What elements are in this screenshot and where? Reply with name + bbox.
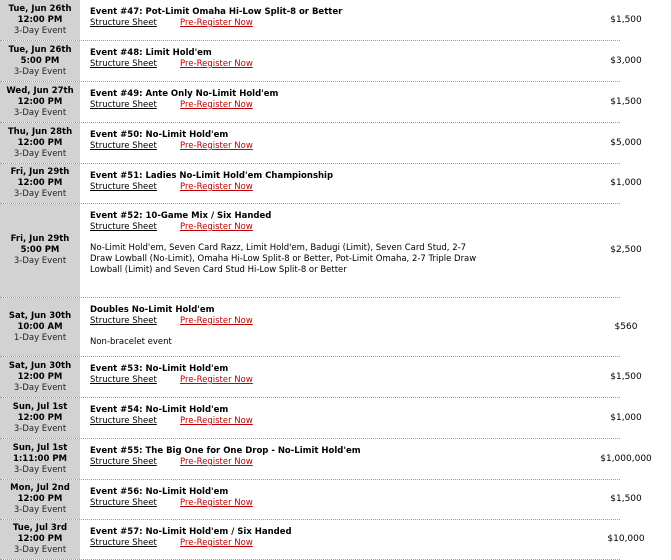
event-info [90, 527, 480, 549]
event-title: Event #51: Ladies No-Limit Hold'em Championship [90, 171, 334, 181]
event-title: Event #50: No-Limit Hold'em [90, 130, 229, 140]
event-title: Event #47: Pot-Limit Omaha Hi-Low Split-8 or Better [90, 7, 343, 17]
event-date-cell [0, 357, 81, 397]
event-time: 1:11:00 PM [12, 453, 68, 464]
event-info-cell [81, 480, 642, 519]
table-row [0, 480, 642, 520]
event-buyin: $1,000 [610, 413, 642, 423]
event-date: Tue, Jul 3rd [12, 523, 68, 533]
event-date-cell [0, 298, 81, 356]
event-info-cell [81, 164, 642, 203]
table-row [0, 439, 652, 480]
event-links [90, 538, 480, 549]
structure-sheet-link[interactable]: Structure Sheet [90, 538, 157, 548]
event-buyin: $1,500 [610, 15, 642, 25]
event-links [90, 182, 480, 193]
pre-register-link[interactable]: Pre-Register Now [180, 182, 253, 192]
event-time: 12:00 PM [17, 494, 63, 504]
event-date: Sat, Jun 30th [8, 310, 72, 321]
pre-register-link[interactable]: Pre-Register Now [180, 222, 253, 232]
event-info-cell [81, 123, 642, 163]
event-links [90, 416, 480, 427]
event-date: Sun, Jul 1st [12, 401, 68, 412]
event-info [90, 48, 480, 70]
pre-register-link[interactable]: Pre-Register Now [180, 18, 253, 28]
event-duration: 3-Day Event [13, 256, 67, 266]
pre-register-link[interactable]: Pre-Register Now [180, 141, 253, 151]
event-date-cell [0, 82, 81, 122]
event-date-cell [0, 204, 81, 297]
event-info [90, 405, 480, 427]
event-date-cell [0, 123, 81, 163]
pre-register-link[interactable]: Pre-Register Now [180, 375, 253, 385]
structure-sheet-link[interactable]: Structure Sheet [90, 498, 157, 508]
structure-sheet-link[interactable]: Structure Sheet [90, 375, 157, 385]
event-info [90, 305, 480, 348]
pre-register-link[interactable]: Pre-Register Now [180, 59, 253, 69]
pre-register-link[interactable]: Pre-Register Now [180, 498, 253, 508]
event-date: Sun, Jul 1st [12, 442, 68, 453]
event-date: Fri, Jun 29th [10, 234, 70, 244]
event-time: 12:00 PM [17, 96, 63, 107]
table-row [0, 204, 642, 298]
event-date-cell [0, 439, 81, 479]
event-time: 12:00 PM [17, 534, 63, 544]
event-links [90, 498, 480, 509]
table-row [0, 82, 642, 123]
event-links [90, 316, 480, 327]
table-row [0, 0, 642, 41]
event-title: Event #57: No-Limit Hold'em / Six Handed [90, 527, 292, 537]
event-buyin: $1,500 [610, 494, 642, 504]
event-buyin: $560 [614, 322, 638, 332]
table-row [0, 298, 638, 357]
event-title: Event #52: 10-Game Mix / Six Handed [90, 211, 272, 221]
event-buyin: $1,500 [610, 372, 642, 382]
event-info [90, 364, 480, 386]
event-duration: 1-Day Event [13, 332, 67, 343]
event-date-cell [0, 480, 81, 519]
structure-sheet-link[interactable]: Structure Sheet [90, 222, 157, 232]
event-info-cell [81, 398, 642, 438]
table-row [0, 123, 642, 164]
event-buyin: $2,500 [610, 245, 642, 255]
event-info [90, 446, 480, 468]
event-links [90, 18, 480, 29]
event-links [90, 59, 480, 70]
event-info [90, 211, 480, 276]
pre-register-link[interactable]: Pre-Register Now [180, 100, 253, 110]
structure-sheet-link[interactable]: Structure Sheet [90, 141, 157, 151]
structure-sheet-link[interactable]: Structure Sheet [90, 457, 157, 467]
event-info-cell [81, 0, 642, 40]
table-row [0, 520, 645, 560]
event-time: 12:00 PM [17, 371, 63, 382]
event-buyin: $10,000 [607, 534, 645, 544]
event-time: 5:00 PM [20, 245, 60, 255]
structure-sheet-link[interactable]: Structure Sheet [90, 316, 157, 326]
event-info-cell [81, 439, 652, 479]
event-links [90, 100, 480, 111]
event-title: Event #53: No-Limit Hold'em [90, 364, 229, 374]
event-date-cell [0, 398, 81, 438]
event-info-cell [81, 204, 642, 297]
event-info-cell [81, 357, 642, 397]
event-buyin: $3,000 [610, 56, 642, 66]
event-date: Wed, Jun 27th [6, 85, 74, 96]
structure-sheet-link[interactable]: Structure Sheet [90, 416, 157, 426]
event-duration: 3-Day Event [13, 25, 67, 36]
event-description: No-Limit Hold'em, Seven Card Razz, Limit Hold'em, Badugi (Limit), Seven Card Stud, 2-7 Draw Lowball (No-Limit), Omaha Hi-Low Split-8 or Better, Pot-Limit Omaha, 2-7 Triple Draw Lowball (Limit) and Seven Card Stud Hi-Low Split-8 or Better [90, 243, 477, 275]
event-time: 10:00 AM [17, 321, 63, 332]
event-duration: 3-Day Event [13, 545, 67, 555]
table-row [0, 41, 642, 82]
event-date-cell [0, 0, 81, 40]
event-duration: 3-Day Event [13, 382, 67, 393]
event-duration: 3-Day Event [13, 189, 67, 199]
structure-sheet-link[interactable]: Structure Sheet [90, 18, 157, 28]
structure-sheet-link[interactable]: Structure Sheet [90, 100, 157, 110]
structure-sheet-link[interactable]: Structure Sheet [90, 59, 157, 69]
event-info [90, 130, 480, 152]
event-time: 12:00 PM [17, 178, 63, 188]
event-buyin: $5,000 [610, 138, 642, 148]
event-date: Fri, Jun 29th [10, 167, 70, 177]
event-links [90, 375, 480, 386]
event-info-cell [81, 41, 642, 81]
event-title: Event #54: No-Limit Hold'em [90, 405, 229, 415]
event-date: Tue, Jun 26th [8, 44, 72, 55]
table-row [0, 164, 642, 204]
event-date: Sat, Jun 30th [8, 360, 72, 371]
event-info-cell [81, 298, 638, 356]
event-date: Thu, Jun 28th [7, 126, 73, 137]
event-buyin: $1,000,000 [600, 454, 652, 464]
event-date-cell [0, 520, 81, 559]
table-row [0, 398, 642, 439]
event-duration: 3-Day Event [13, 148, 67, 159]
event-date-cell [0, 41, 81, 81]
event-info-cell [81, 82, 642, 122]
event-title: Event #56: No-Limit Hold'em [90, 487, 229, 497]
event-links [90, 222, 480, 233]
event-links [90, 457, 480, 468]
pre-register-link[interactable]: Pre-Register Now [180, 457, 253, 467]
event-title: Event #49: Ante Only No-Limit Hold'em [90, 89, 279, 99]
event-info-cell [81, 520, 645, 559]
event-info [90, 487, 480, 509]
event-date-cell [0, 164, 81, 203]
event-note: Non-bracelet event [90, 337, 172, 347]
event-title: Doubles No-Limit Hold'em [90, 305, 215, 315]
event-links [90, 141, 480, 152]
pre-register-link[interactable]: Pre-Register Now [180, 416, 253, 426]
event-duration: 3-Day Event [13, 464, 67, 475]
pre-register-link[interactable]: Pre-Register Now [180, 316, 253, 326]
event-date: Tue, Jun 26th [8, 3, 72, 14]
event-title: Event #48: Limit Hold'em [90, 48, 212, 58]
event-time: 12:00 PM [17, 14, 63, 25]
event-time: 12:00 PM [17, 412, 63, 423]
event-title: Event #55: The Big One for One Drop - No-Limit Hold'em [90, 446, 361, 456]
table-row [0, 357, 642, 398]
event-time: 5:00 PM [20, 55, 60, 66]
event-time: 12:00 PM [17, 137, 63, 148]
event-buyin: $1,000 [610, 178, 642, 188]
event-buyin: $1,500 [610, 97, 642, 107]
event-duration: 3-Day Event [13, 423, 67, 434]
event-info [90, 171, 480, 193]
event-date: Mon, Jul 2nd [10, 483, 70, 493]
event-duration: 3-Day Event [13, 107, 67, 118]
pre-register-link[interactable]: Pre-Register Now [180, 538, 253, 548]
event-duration: 3-Day Event [13, 66, 67, 77]
event-info [90, 89, 480, 111]
structure-sheet-link[interactable]: Structure Sheet [90, 182, 157, 192]
event-info [90, 7, 480, 29]
event-duration: 3-Day Event [13, 505, 67, 515]
